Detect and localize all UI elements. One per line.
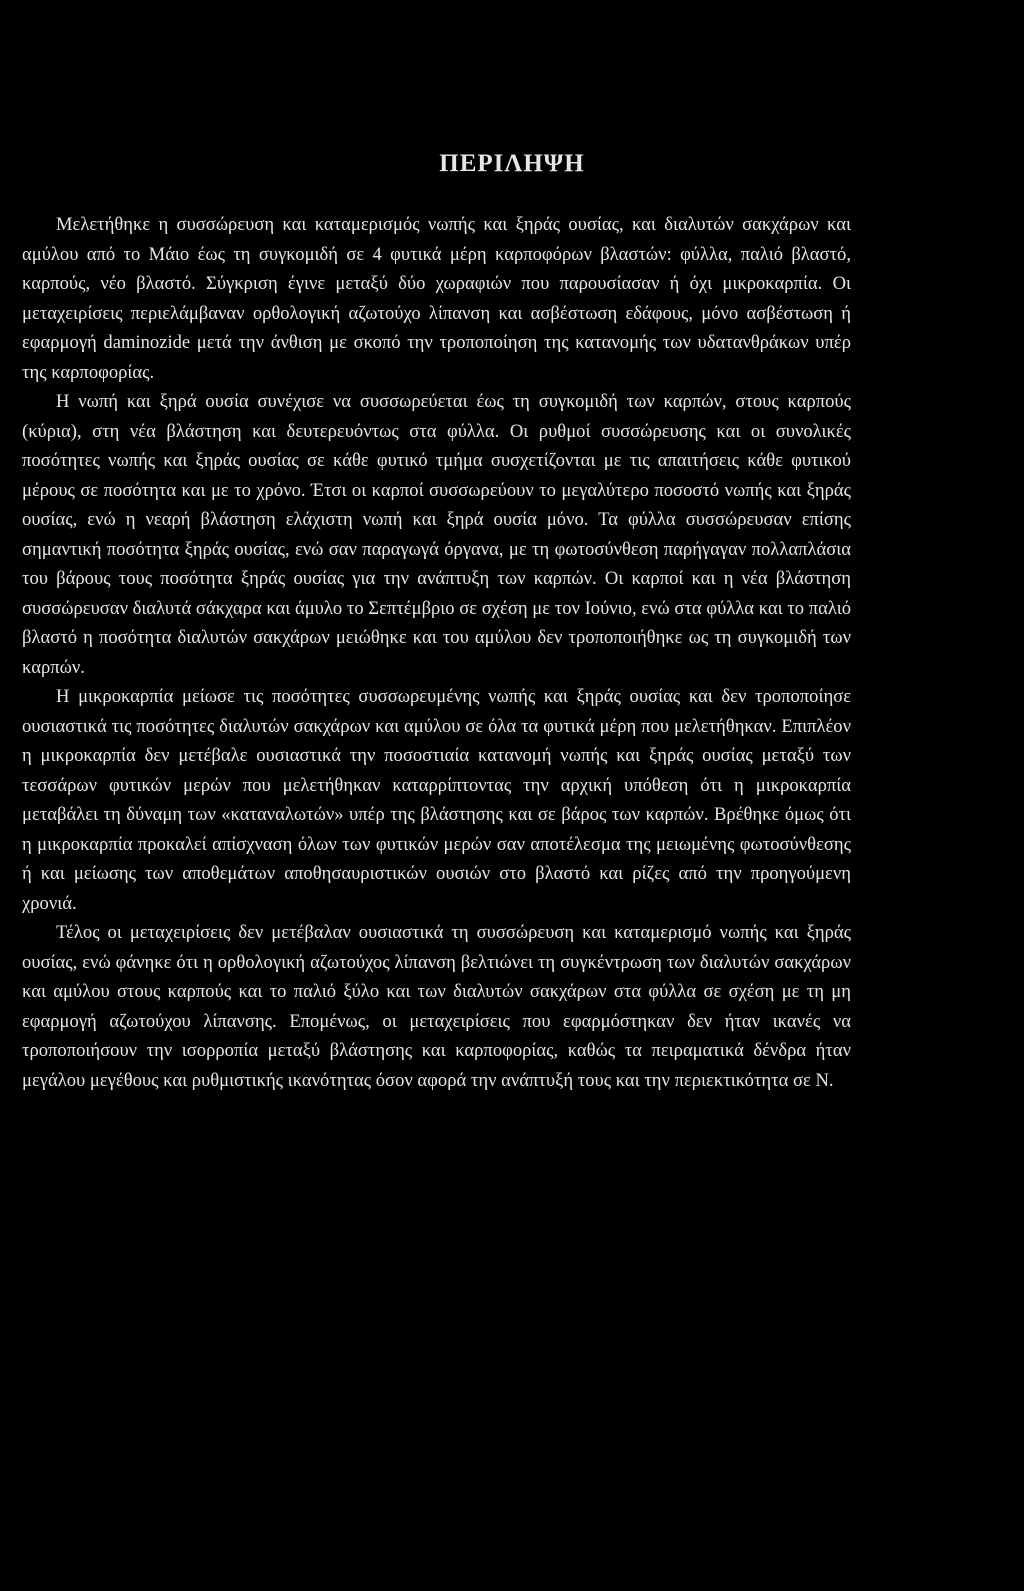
paragraph-2: Η νωπή και ξηρά ουσία συνέχισε να συσσωρεύεται έως τη συγκομιδή των καρπών, στους καρπούς (κύρια), στη νέα βλάστηση και δευτερευόντως στα φύλλα. Οι ρυθμοί συσσώρευσης και οι συνολικές ποσότητες νωπής και ξηράς ουσίας σε κάθε φυτικό τμήμα συσχετίζονται με τις απαιτήσεις κάθε φυτικού μέρους σε ποσότητα και με το χρόνο. Έτσι οι καρποί συσσωρεύουν το μεγαλύτερο ποσοστό νωπής και ξηράς ουσίας, ενώ η νεαρή βλάστηση ελάχιστη νωπή και ξηρά ουσία μόνο. Τα φύλλα συσσώρευσαν επίσης σημαντική ποσότητα ξηράς ουσίας, ενώ σαν παραγωγά όργανα, με τη φωτοσύνθεση παρήγαγαν πολλαπλάσια του βάρους τους ποσότητα ξηράς ουσίας για την ανάπτυξη των καρπών. Οι καρποί και η νέα βλάστηση συσσώρευσαν διαλυτά σάκχαρα και άμυλο το Σεπτέμβριο σε σχέση με τον Ιούνιο, ενώ στα φύλλα και το παλιό βλαστό η ποσότητα διαλυτών σακχάρων μειώθηκε και του αμύλου δεν τροποποιήθηκε ως τη συγκομιδή των καρπών. bbox=[22, 391, 851, 678]
paragraph-3: Η μικροκαρπία μείωσε τις ποσότητες συσσωρευμένης νωπής και ξηράς ουσίας και δεν τροποποίησε ουσιαστικά τις ποσότητες διαλυτών σακχάρων και αμύλου σε όλα τα φυτικά μέρη που μελετήθηκαν. Επιπλέον η μικροκαρπία δεν μετέβαλε ουσιαστικά την ποσοστιαία κατανομή νωπής και ξηράς ουσίας μεταξύ των τεσσάρων φυτικών μερών που μελετήθηκαν καταρρίπτοντας την αρχική υπόθεση ότι η μικροκαρπία μεταβάλει τη δύναμη των «καταναλωτών» υπέρ της βλάστησης και σε βάρος των καρπών. Βρέθηκε όμως ότι η μικροκαρπία προκαλεί απίσχναση όλων των φυτικών μερών σαν αποτέλεσμα της μειωμένης φωτοσύνθεσης ή και μείωσης των αποθεμάτων αποθησαυριστικών ουσιών στο βλαστό και ρίζες από την προηγούμενη χρονιά. bbox=[22, 686, 851, 914]
paragraph-1: Μελετήθηκε η συσσώρευση και καταμερισμός νωπής και ξηράς ουσίας, και διαλυτών σακχάρων και αμύλου από το Μάιο έως τη συγκομιδή σε 4 φυτικά μέρη καρποφόρων βλαστών: φύλλα, παλιό βλαστό, καρπούς, νέο βλαστό. Σύγκριση έγινε μεταξύ δύο χωραφιών που παρουσίασαν ή όχι μικροκαρπία. Οι μεταχειρίσεις περιελάμβαναν ορθολογική αζωτούχο λίπανση και ασβέστωση εδάφους, μόνο ασβέστωση ή εφαρμογή daminozide μετά την άνθιση με σκοπό την τροποποίηση της κατανομής των υδατανθράκων υπέρ της καρποφορίας. bbox=[22, 214, 851, 383]
page-title: ΠΕΡΙΛΗΨΗ bbox=[439, 150, 585, 177]
paragraph-4: Τέλος οι μεταχειρίσεις δεν μετέβαλαν ουσιαστικά τη συσσώρευση και καταμερισμό νωπής και ξηράς ουσίας, ενώ φάνηκε ότι η ορθολογική αζωτούχος λίπανση βελτιώνει τη συγκέντρωση των διαλυτών σακχάρων και αμύλου στους καρπούς και το παλιό ξύλο και των διαλυτών σακχάρων στα φύλλα σε σχέση με τη μη εφαρμογή αζωτούχου λίπανσης. Επομένως, οι μεταχειρίσεις που εφαρμόστηκαν δεν ήταν ικανές να τροποποιήσουν την ισορροπία μεταξύ βλάστησης και καρποφορίας, καθώς τα πειραματικά δένδρα ήταν μεγάλου μεγέθους και ρυθμιστικής ικανότητας όσον αφορά την ανάπτυξή τους και την περιεκτικότητα σε Ν. bbox=[22, 922, 851, 1091]
abstract-body bbox=[22, 210, 851, 1095]
